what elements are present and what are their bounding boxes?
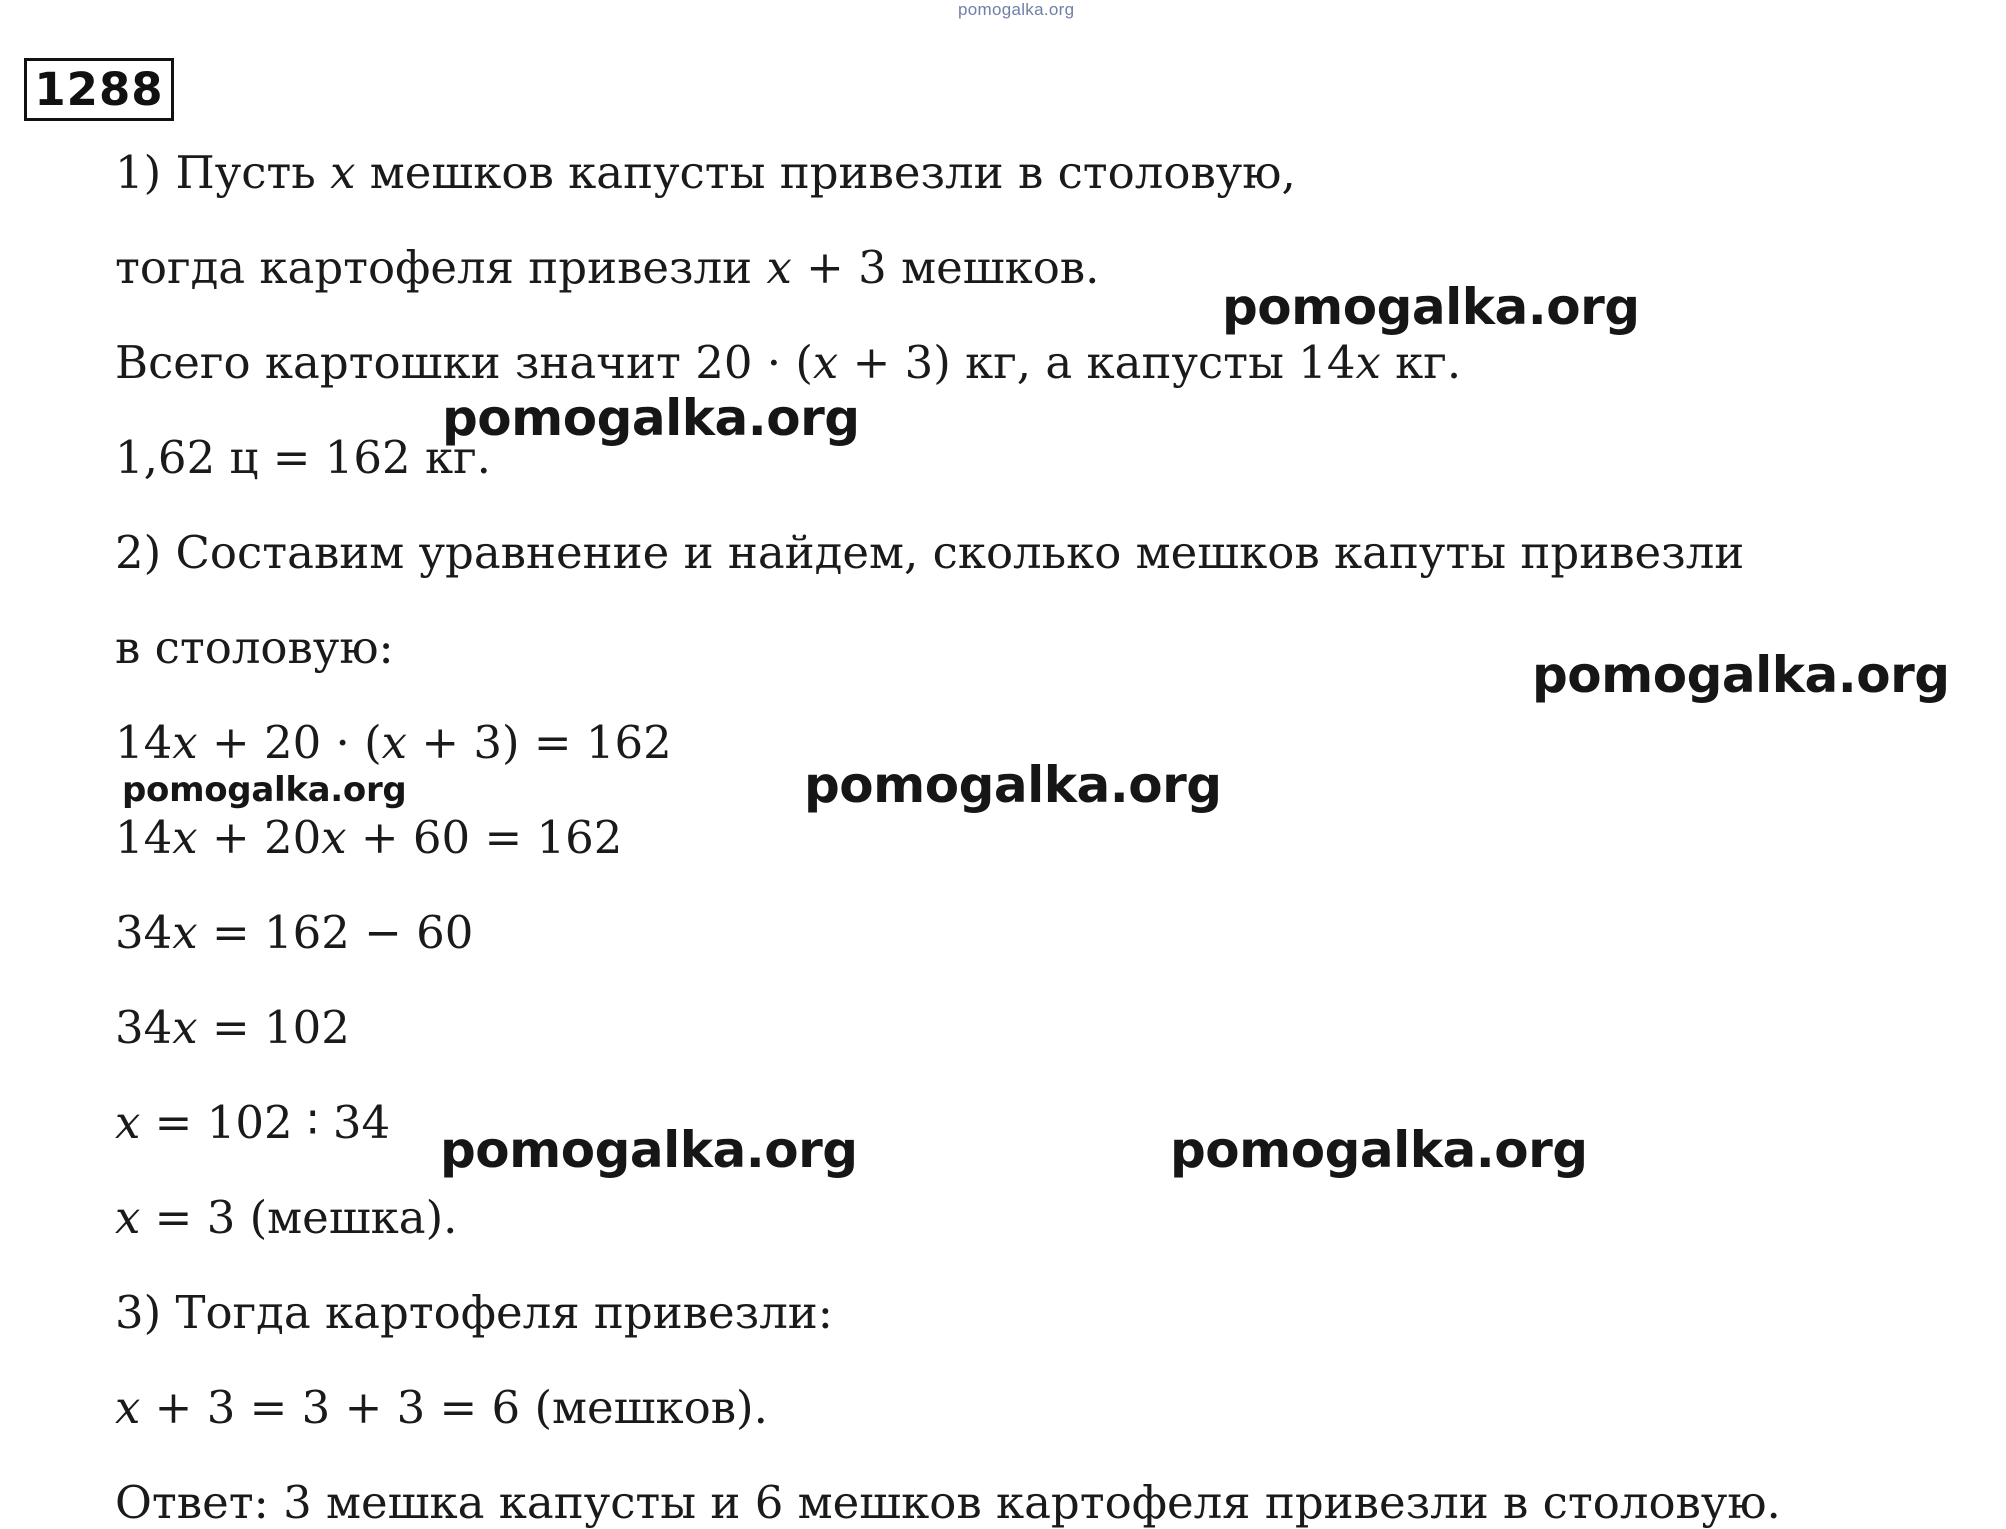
solution-line-step1-c: Всего картошки значит 20 · (𝑥 + 3) кг, а капусты 14𝑥 кг. bbox=[115, 336, 1462, 389]
answer-line: Ответ: 3 мешка капусты и 6 мешков картофеля привезли в столовую. bbox=[115, 1476, 1781, 1529]
solution-line-step1-d: 1,62 ц = 162 кг. bbox=[115, 431, 491, 484]
equation-line-3: 34𝑥 = 162 − 60 bbox=[115, 906, 474, 959]
solution-line-step3-b: 𝑥 + 3 = 3 + 3 = 6 (мешков). bbox=[115, 1381, 768, 1434]
solution-line-step3-a: 3) Тогда картофеля привезли: bbox=[115, 1286, 833, 1339]
equation-line-6: 𝑥 = 3 (мешка). bbox=[115, 1191, 458, 1244]
equation-line-1: 14𝑥 + 20 · (𝑥 + 3) = 162 bbox=[115, 716, 672, 769]
watermark-2: pomogalka.org bbox=[442, 389, 860, 447]
solution-line-step1-b: тогда картофеля привезли 𝑥 + 3 мешков. bbox=[115, 241, 1100, 294]
equation-line-5: 𝑥 = 102 ∶ 34 bbox=[115, 1096, 391, 1149]
watermark-7: pomogalka.org bbox=[1170, 1121, 1588, 1179]
watermark-1: pomogalka.org bbox=[1222, 278, 1640, 336]
top-site-watermark: pomogalka.org bbox=[958, 0, 1075, 19]
solution-line-step2-a: 2) Составим уравнение и найдем, сколько мешков капуты привезли bbox=[115, 526, 1745, 579]
solution-line-step1-a: 1) Пусть 𝑥 мешков капусты привезли в столовую, bbox=[115, 146, 1296, 199]
watermark-5: pomogalka.org bbox=[122, 770, 407, 810]
solution-line-step2-b: в столовую: bbox=[115, 621, 394, 674]
watermark-6: pomogalka.org bbox=[440, 1121, 858, 1179]
watermark-3: pomogalka.org bbox=[1532, 646, 1950, 704]
problem-number-box: 1288 bbox=[24, 58, 174, 121]
equation-line-2: 14𝑥 + 20𝑥 + 60 = 162 bbox=[115, 811, 623, 864]
equation-line-4: 34𝑥 = 102 bbox=[115, 1001, 350, 1054]
watermark-4: pomogalka.org bbox=[804, 756, 1222, 814]
